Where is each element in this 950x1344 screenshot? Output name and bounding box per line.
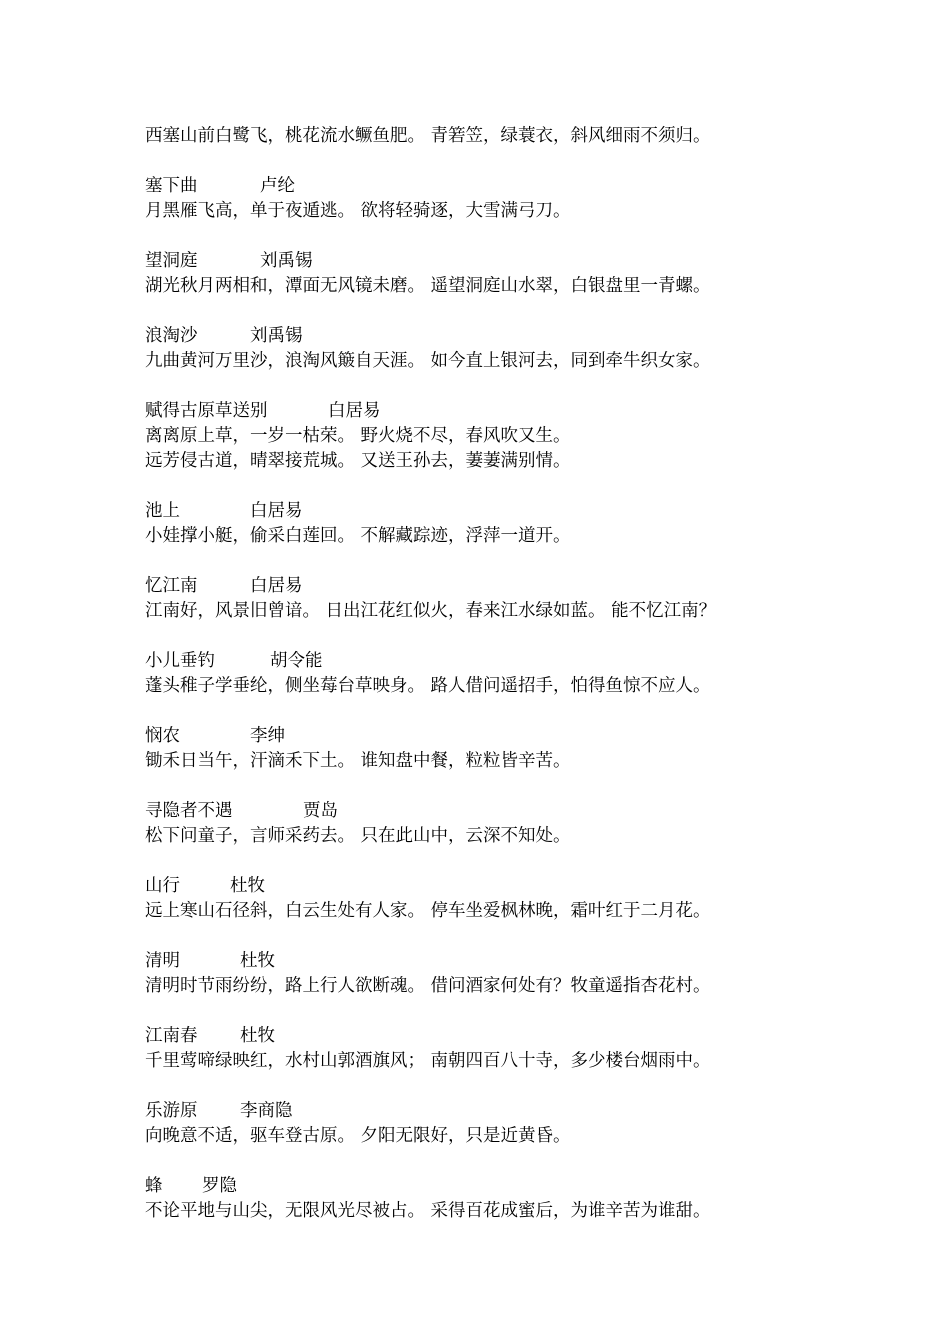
poem-heading — [145, 724, 905, 749]
poem-line: 月黑雁飞高，单于夜遁逃。 欲将轻骑逐，大雪满弓刀。 — [145, 201, 571, 221]
poem-title: 小儿垂钓 — [145, 651, 215, 671]
poem-heading — [145, 174, 905, 199]
poem-heading — [145, 799, 905, 824]
blank-line — [145, 1149, 905, 1174]
poem-author: 刘禹锡 — [260, 251, 313, 271]
poem — [145, 1024, 905, 1074]
poem-title: 寻隐者不遇 — [145, 801, 233, 821]
poem-title: 蜂 — [145, 1176, 163, 1196]
blank-line — [145, 624, 905, 649]
poem-title: 乐游原 — [145, 1101, 198, 1121]
poem-heading — [145, 249, 905, 274]
poem-author: 李商隐 — [240, 1101, 293, 1121]
poem-author: 卢纶 — [260, 176, 295, 196]
poem-line: 蓬头稚子学垂纶，侧坐莓台草映身。 路人借问遥招手，怕得鱼惊不应人。 — [145, 676, 711, 696]
poem-document — [145, 124, 905, 1224]
poem-list — [145, 149, 905, 1224]
poem-title: 忆江南 — [145, 576, 198, 596]
blank-line — [145, 549, 905, 574]
poem-heading — [145, 949, 905, 974]
poem-heading — [145, 499, 905, 524]
poem-line: 远上寒山石径斜，白云生处有人家。 停车坐爱枫林晚，霜叶红于二月花。 — [145, 901, 711, 921]
poem-line: 清明时节雨纷纷，路上行人欲断魂。 借问酒家何处有？牧童遥指杏花村。 — [145, 976, 711, 996]
poem-author: 白居易 — [328, 401, 381, 421]
poem-line: 松下问童子，言师采药去。 只在此山中，云深不知处。 — [145, 826, 571, 846]
blank-line — [145, 149, 905, 174]
poem-line: 九曲黄河万里沙，浪淘风簸自天涯。 如今直上银河去，同到牵牛织女家。 — [145, 351, 711, 371]
blank-line — [145, 374, 905, 399]
poem-title: 塞下曲 — [145, 176, 198, 196]
blank-line — [145, 224, 905, 249]
blank-line — [145, 474, 905, 499]
poem-heading — [145, 1174, 905, 1199]
poem-author: 杜牧 — [230, 876, 265, 896]
poem-heading — [145, 1099, 905, 1124]
poem — [145, 574, 905, 624]
poem-title: 悯农 — [145, 726, 180, 746]
poem — [145, 949, 905, 999]
poem-line: 离离原上草，一岁一枯荣。 野火烧不尽，春风吹又生。 — [145, 426, 571, 446]
poem — [145, 724, 905, 774]
poem-author: 杜牧 — [240, 1026, 275, 1046]
poem-line: 不论平地与山尖，无限风光尽被占。 采得百花成蜜后，为谁辛苦为谁甜。 — [145, 1201, 711, 1221]
poem-heading — [145, 874, 905, 899]
poem — [145, 399, 905, 474]
poem-line: 小娃撑小艇，偷采白莲回。 不解藏踪迹，浮萍一道开。 — [145, 526, 571, 546]
poem-line: 锄禾日当午，汗滴禾下土。 谁知盘中餐，粒粒皆辛苦。 — [145, 751, 571, 771]
blank-line — [145, 1074, 905, 1099]
poem-line: 向晚意不适，驱车登古原。 夕阳无限好，只是近黄昏。 — [145, 1126, 571, 1146]
poem-title: 池上 — [145, 501, 180, 521]
poem-line: 湖光秋月两相和，潭面无风镜未磨。 遥望洞庭山水翠，白银盘里一青螺。 — [145, 276, 711, 296]
poem-author: 杜牧 — [240, 951, 275, 971]
poem — [145, 249, 905, 299]
blank-line — [145, 774, 905, 799]
poem-line: 千里莺啼绿映红，水村山郭酒旗风； 南朝四百八十寺，多少楼台烟雨中。 — [145, 1051, 711, 1071]
poem-heading — [145, 399, 905, 424]
blank-line — [145, 999, 905, 1024]
blank-line — [145, 699, 905, 724]
poem — [145, 649, 905, 699]
poem-author: 白居易 — [250, 501, 303, 521]
poem-heading — [145, 574, 905, 599]
poem-title: 浪淘沙 — [145, 326, 198, 346]
poem — [145, 1099, 905, 1149]
poem — [145, 799, 905, 849]
poem-line: 江南好，风景旧曾谙。 日出江花红似火，春来江水绿如蓝。 能不忆江南？ — [145, 601, 717, 621]
poem — [145, 174, 905, 224]
blank-line — [145, 299, 905, 324]
poem-author: 刘禹锡 — [250, 326, 303, 346]
poem-title: 江南春 — [145, 1026, 198, 1046]
poem-title: 清明 — [145, 951, 180, 971]
poem — [145, 1174, 905, 1224]
poem-author: 罗隐 — [202, 1176, 237, 1196]
blank-line — [145, 849, 905, 874]
poem — [145, 324, 905, 374]
poem-author: 胡令能 — [270, 651, 323, 671]
poem-heading — [145, 324, 905, 349]
poem-heading — [145, 1024, 905, 1049]
poem-heading — [145, 649, 905, 674]
poem-author: 李绅 — [250, 726, 285, 746]
poem — [145, 874, 905, 924]
blank-line — [145, 924, 905, 949]
poem-author: 贾岛 — [303, 801, 338, 821]
poem-title: 望洞庭 — [145, 251, 198, 271]
opening-line: 西塞山前白鹭飞，桃花流水鳜鱼肥。 青箬笠，绿蓑衣，斜风细雨不须归。 — [145, 126, 711, 146]
poem — [145, 499, 905, 549]
poem-title: 山行 — [145, 876, 180, 896]
poem-line: 远芳侵古道，晴翠接荒城。 又送王孙去，萋萋满别情。 — [145, 451, 571, 471]
poem-title: 赋得古原草送别 — [145, 401, 268, 421]
poem-author: 白居易 — [250, 576, 303, 596]
